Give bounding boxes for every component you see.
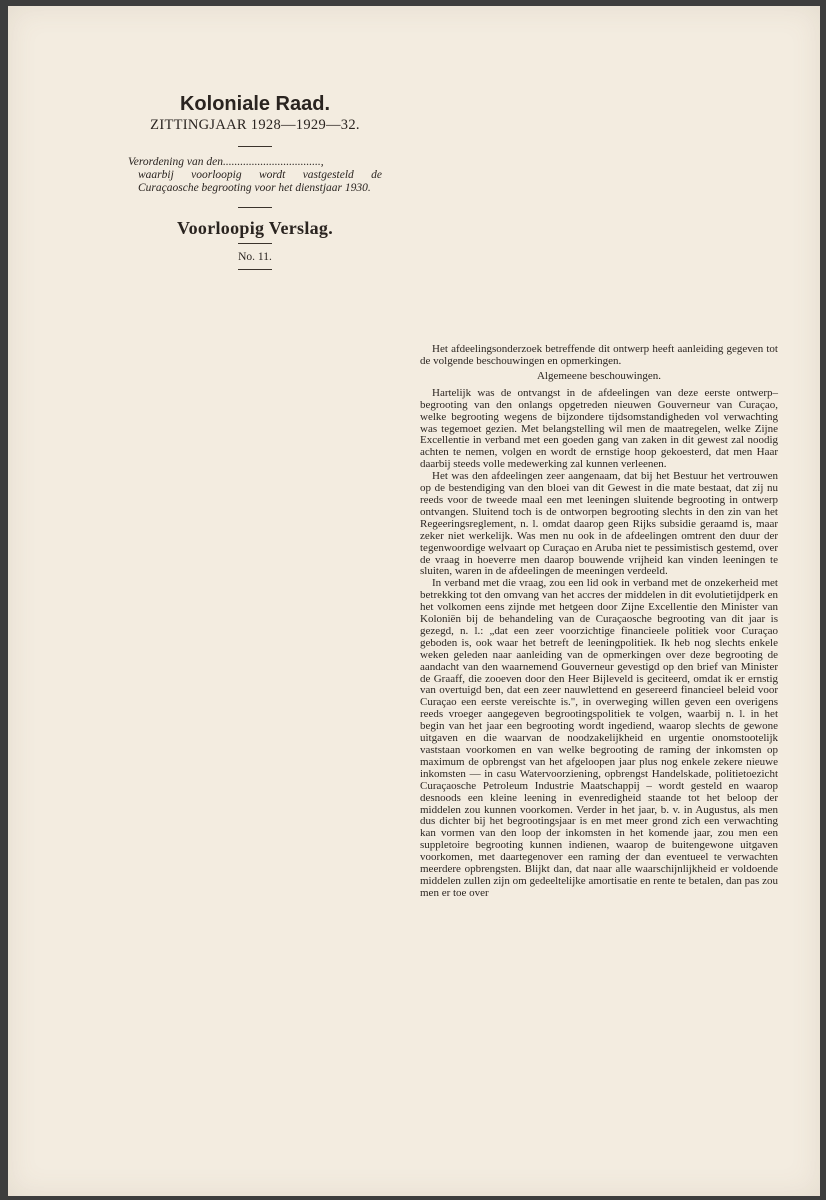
body-paragraph: Het was den afdeelingen zeer aangenaam, dat bij het Bestuur het vertrouwen op de bestendiging van den bloei van dit Gewest in die mate bestaat, dat zij nu reeds voor de tweede maal een met leeningen sluitende begrooting in ontwerp ontvangen. Sluitend toch is de ontworpen begrooting slechts in den zin van het Regeeringsreglement, n. l. omdat daarop geen Rijks subsidie geraamd is, maar zeker niet werkelijk. Was men nu ook in de afdeelingen omtrent den duur der tegenwoordige welvaart op Curaçao en Aruba niet te pessimistisch gestemd, over de vraag in hoeverre men daarop bouwende vrijheid kan vinden leeningen te sluiten, waren in de afdeelingen de meeningen verdeeld. [420,470,778,578]
document-number: No. 11. [238,251,272,263]
intro-paragraph: Het afdeelingsonderzoek betreffende dit ontwerp heeft aanleiding gegeven tot de volgende beschouwingen en opmerkingen. [420,343,778,367]
session-year: ZITTINGJAAR 1928—1929—32. [150,117,360,133]
document-page [8,6,820,1196]
document-title: Koloniale Raad. [179,93,331,115]
document-body [420,344,778,900]
divider [238,269,272,270]
report-title: Voorloopig Verslag. [176,218,334,238]
section-heading: Algemeene beschouwingen. [536,369,661,382]
ordinance-line-1: Verordening van den.................................., [128,156,324,168]
body-paragraph: Hartelijk was de ontvangst in de afdeelingen van deze eerste ontwerp–begrooting van den onlangs opgetreden nieuwen Gouverneur van Curaçao, welke begrooting wegens de bijzondere tijdsomstandigheden vol verwachting was tegemoet gezien. Met belangstelling wil men de maatregelen, welke Zijne Excellentie in verband met een goeden gang van zaken in dit gewest zal noodig achten te nemen, volgen en wordt de ernstige hoop gekoesterd, dat men Haar daarbij steeds volle medewerking zal kunnen verleenen. [420,386,778,471]
document-header [128,92,382,279]
divider [238,146,272,147]
divider [238,243,272,244]
body-paragraph: In verband met die vraag, zou een lid ook in verband met de onzekerheid met betrekking tot den omvang van het accres der middelen in dit evolutietijdperk en het volkomen eens zijnde met hetgeen door Zijne Excellentie den Minister van Koloniën bij de behandeling van de Curaçaosche begrooting van dit jaar is gezegd, n. l.: „dat een zeer voorzichtige financieele politiek voor Curaçao geboden is, ook waar het betreft de leeningpolitiek. Ik heb nog slechts enkele weken geleden naar aanleiding van de opmerkingen over deze begrooting de aandacht van den waarnemend Gouverneur gevestigd op den brief van Minister de Graaff, die zooeven door den Heer Bijleveld is geciteerd, omdat ik er ernstig van overtuigd ben, dat een zeer nauwlettend en gesereerd financieel beleid voor Curaçao een eerste vereischte is.", in overweging willen geven een overigens reeds vroeger aangegeven begrootingspolitiek te volgen, waarbij n. l. in het begin van het jaar een begrooting wordt ingediend, waarop slechts de gewone uitgaven en die waarvan de noodzakelijkheid en urgentie onomstootelijk vaststaan voorkomen en van welke begrooting de raming der inkomsten op maximum de opbrengst van het afgeloopen jaar plus nog enkele zekere nieuwe inkomsten — in casu Watervoorziening, opbrengst Handelskade, politietoezicht Curaçaosche Petroleum Industrie Maatschappij – wordt gesteld en waarop desnoods een kleine leening in evenredigheid staande tot het beloop der middelen zou kunnen voorkomen. Verder in het jaar, b. v. in Augustus, als men dus dichter bij het begrootingsjaar is en met meer grond zich een verwachting kan vormen van den loop der inkomsten in het komende jaar, zou men een suppletoire begrooting kunnen indienen, waarop de buitengewone uitgaven voorkomen, met daartegenover een raming der dan eventueel te verwachten meerdere opbrengsten. Blijkt dan, dat naar alle waarschijnlijkheid er voldoende middelen zullen zijn om gedeeltelijke amortisatie en rente te betalen, dan pas zou men er toe over [420,577,778,899]
ordinance-description [128,156,382,195]
divider [238,207,272,208]
ordinance-line-rest: waarbij voorloopig wordt vastgesteld de Curaçaosche begrooting voor het dienstjaar 1930. [138,169,382,194]
